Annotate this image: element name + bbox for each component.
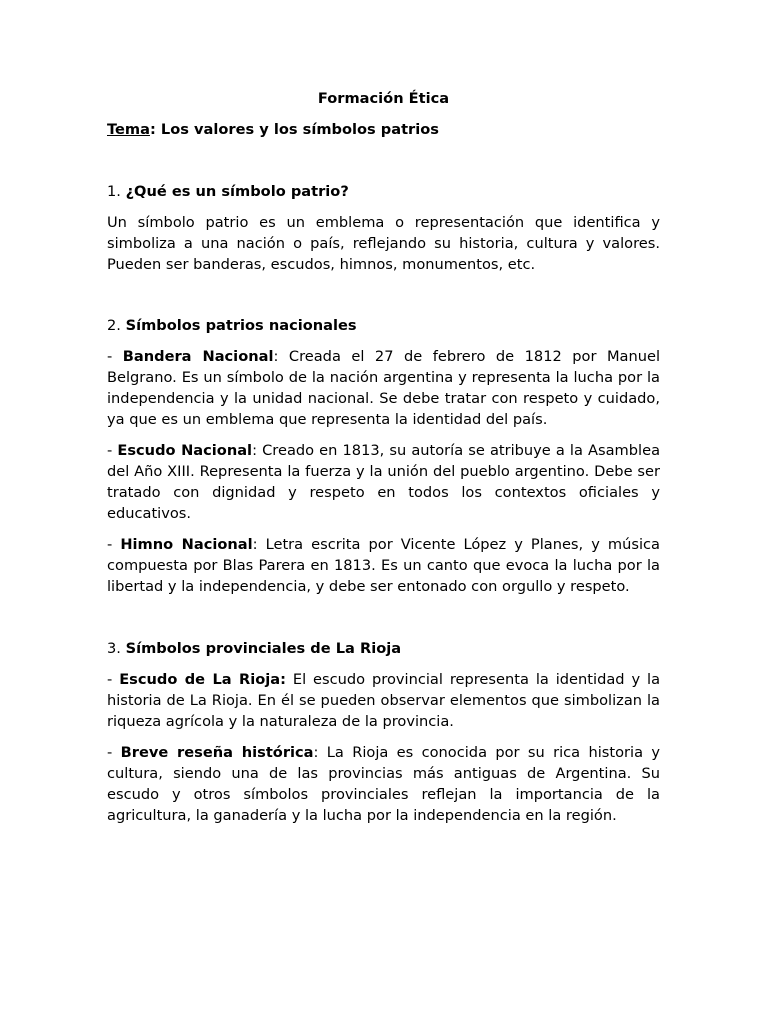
paragraph-term: Escudo de La Rioja: — [119, 671, 286, 688]
paragraph — [107, 212, 660, 275]
paragraph-prefix: - — [107, 348, 123, 365]
section-number: 3. — [107, 640, 126, 657]
section-3 — [107, 638, 660, 826]
topic-label: Tema — [107, 121, 150, 138]
paragraph-text: : La Rioja es conocida por su rica historia y cultura, siendo una de las provincias más antiguas de Argentina. Su escudo y otros símbolos provinciales reflejan la importancia de la agricultura, la ganadería y la lucha por la independencia en la región. — [107, 744, 660, 824]
section-heading-text: ¿Qué es un símbolo patrio? — [125, 183, 349, 200]
paragraph-prefix: - — [107, 442, 118, 459]
section-1 — [107, 181, 660, 275]
document-title: Formación Ética — [317, 90, 450, 107]
paragraph-text: : Creada el 27 de febrero de 1812 por Manuel Belgrano. Es un símbolo de la nación argentina y representa la lucha por la independencia y la unidad nacional. Se debe tratar con respeto y cuidado, ya que es un emblema que representa la identidad del país. — [107, 348, 661, 428]
topic-text: Los valores y los símbolos patrios — [155, 121, 439, 138]
topic-line — [107, 119, 660, 140]
paragraph-text: Un símbolo patrio es un emblema o representación que identifica y simboliza a una nación o país, reflejando su historia, cultura y valores. Pueden ser banderas, escudos, himnos, monumentos, etc. — [107, 214, 660, 273]
paragraph-prefix: - — [107, 671, 120, 688]
paragraph-term: Himno Nacional — [120, 536, 253, 553]
section-heading — [107, 638, 660, 659]
paragraph-text: : Creado en 1813, su autoría se atribuye a la Asamblea del Año XIII. Representa la fuerza y la unión del pueblo argentino. Debe ser tratado con dignidad y respeto en todos los contextos oficiales y educativos. — [107, 442, 661, 522]
paragraph-bandera — [107, 346, 660, 430]
section-heading — [107, 181, 660, 202]
section-heading-text: Símbolos provinciales de La Rioja — [125, 640, 402, 657]
paragraph-text: : Letra escrita por Vicente López y Planes, y música compuesta por Blas Parera en 1813. Es un canto que evoca la lucha por la libertad y la independencia, y debe ser entonado con orgullo y respeto. — [107, 536, 660, 595]
section-number: 1. — [107, 183, 126, 200]
section-heading-text: Símbolos patrios nacionales — [125, 317, 357, 334]
section-2 — [107, 315, 660, 597]
paragraph-escudo-rioja — [107, 669, 660, 732]
paragraph-text: El escudo provincial representa la identidad y la historia de La Rioja. En él se pueden observar elementos que simbolizan la riqueza agrícola y la naturaleza de la provincia. — [107, 671, 661, 730]
document-page — [107, 88, 660, 826]
paragraph-prefix: - — [107, 536, 121, 553]
paragraph-prefix: - — [107, 744, 121, 761]
paragraph-term: Escudo Nacional — [117, 442, 253, 459]
paragraph-himno — [107, 534, 660, 597]
paragraph-term: Breve reseña histórica — [120, 744, 314, 761]
section-heading — [107, 315, 660, 336]
paragraph-resena — [107, 742, 660, 826]
section-number: 2. — [107, 317, 126, 334]
topic-separator: : — [149, 121, 156, 138]
paragraph-term: Bandera Nacional — [122, 348, 274, 365]
paragraph-escudo — [107, 440, 660, 524]
